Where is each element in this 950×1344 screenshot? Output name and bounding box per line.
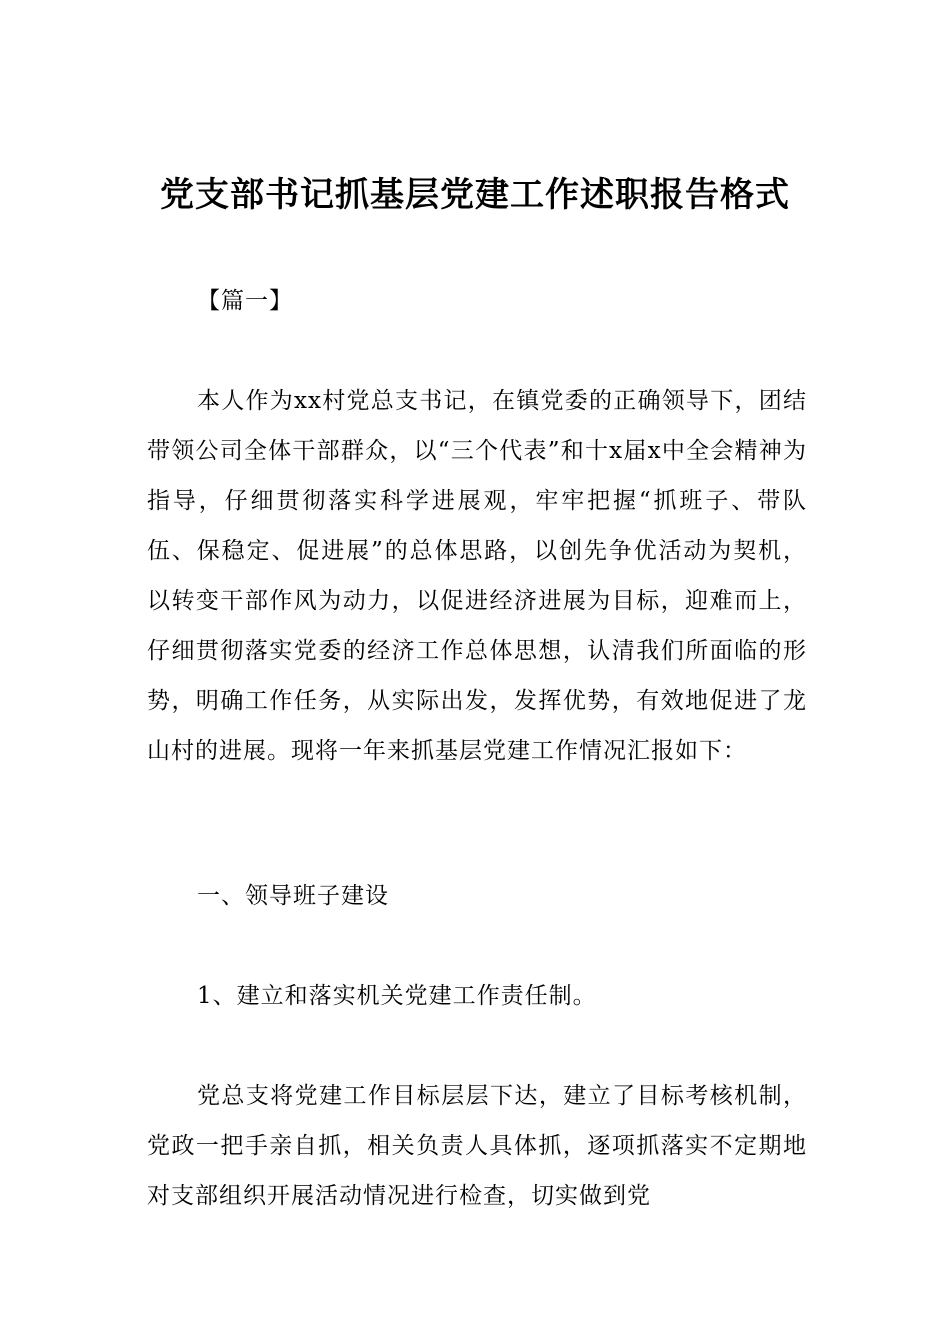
- part-label: 【篇一】: [197, 288, 293, 314]
- document-title: 党支部书记抓基层党建工作述职报告格式: [160, 175, 790, 215]
- section-heading-leadership: 一、领导班子建设: [197, 883, 389, 909]
- subsection-heading-responsibility: 1、建立和落实机关党建工作责任制。: [197, 983, 597, 1009]
- paragraph-intro: 本人作为xx村党总支书记，在镇党委的正确领导下，团结带领公司全体干部群众，以“三个代表”和十x届x中全会精神为指导，仔细贯彻落实科学进展观，牢牢把握“抓班子、带队伍、保稳定、促进展”的总体思路，以创先争优活动为契机，以转变干部作风为动力，以促进经济进展为目标，迎难而上，仔细贯彻落实党委的经济工作总体思想，认清我们所面临的形势，明确工作任务，从实际出发，发挥优势，有效地促进了龙山村的进展。现将一年来抓基层党建工作情况汇报如下：: [147, 388, 807, 764]
- paragraph-responsibility: 党总支将党建工作目标层层下达，建立了目标考核机制，党政一把手亲自抓，相关负责人具体抓，逐项抓落实不定期地对支部组织开展活动情况进行检查，切实做到党: [147, 1083, 807, 1209]
